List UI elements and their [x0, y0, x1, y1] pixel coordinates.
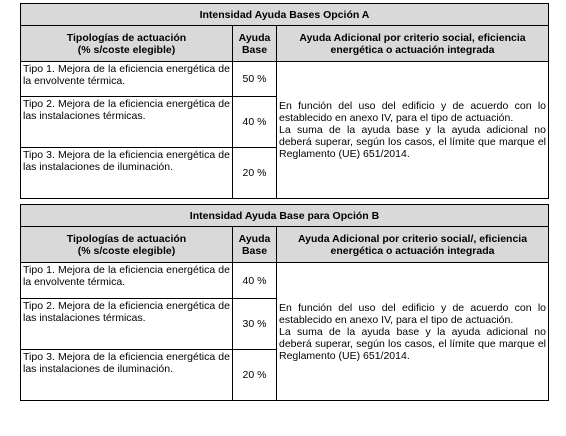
additional-header: Ayuda Adicional por criterio social/, eficiencia energética o actuación integrada	[277, 227, 549, 263]
base-header-line2: Base	[241, 43, 268, 56]
typology-header-line1: Tipologías de actuación	[66, 31, 187, 44]
additional-text-1: En función del uso del edificio y de acuerdo con lo establecido en anexo IV, para el tipo de actuación.	[279, 100, 546, 124]
additional-text-2: La suma de la ayuda base y la ayuda adicional no deberá superar, según los casos, el límite que marque el Reglamento (UE) 651/2014.	[279, 325, 546, 362]
additional-description	[277, 62, 549, 199]
typology-header-line2: (% s/coste elegible)	[77, 244, 176, 257]
type-2-base: 40 %	[233, 97, 277, 148]
type-3-base: 20 %	[233, 148, 277, 199]
additional-header: Ayuda Adicional por criterio social, eficiencia energética o actuación integrada	[277, 26, 549, 62]
additional-text-1: En función del uso del edificio y de acuerdo con lo establecido en anexo IV, para el tipo de actuación.	[279, 301, 546, 326]
typology-header	[21, 26, 233, 62]
type-3-base: 20 %	[233, 350, 277, 401]
option-b-title: Intensidad Ayuda Base para Opción B	[21, 205, 549, 227]
base-header-line1: Ayuda	[238, 232, 271, 245]
type-1-base: 40 %	[233, 263, 277, 299]
typology-header-line1: Tipologías de actuación	[66, 232, 187, 245]
base-header-line1: Ayuda	[238, 31, 271, 44]
type-1-base: 50 %	[233, 62, 277, 97]
option-b-table	[20, 204, 549, 401]
type-3-cell: Tipo 3. Mejora de la eficiencia energética de las instalaciones de iluminación.	[21, 148, 233, 199]
typology-header-line2: (% s/coste elegible)	[77, 43, 176, 56]
option-a-title: Intensidad Ayuda Bases Opción A	[21, 4, 549, 26]
base-header	[233, 227, 277, 263]
type-2-base: 30 %	[233, 299, 277, 350]
type-1-cell: Tipo 1. Mejora de la eficiencia energética de la envolvente térmica.	[21, 62, 233, 97]
type-1-cell: Tipo 1. Mejora de la eficiencia energética de la envolvente térmica.	[21, 263, 233, 299]
type-2-cell: Tipo 2. Mejora de la eficiencia energética de las instalaciones térmicas.	[21, 299, 233, 350]
option-a-table	[20, 3, 549, 199]
type-2-cell: Tipo 2. Mejora de la eficiencia energética de las instalaciones térmicas.	[21, 97, 233, 148]
type-3-cell: Tipo 3. Mejora de la eficiencia energética de las instalaciones de iluminación.	[21, 350, 233, 401]
additional-text-2: La suma de la ayuda base y la ayuda adicional no deberá superar, según los casos, el límite que marque el Reglamento (UE) 651/2014.	[279, 124, 546, 160]
base-header-line2: Base	[241, 244, 268, 257]
base-header	[233, 26, 277, 62]
additional-description	[277, 263, 549, 401]
typology-header	[21, 227, 233, 263]
